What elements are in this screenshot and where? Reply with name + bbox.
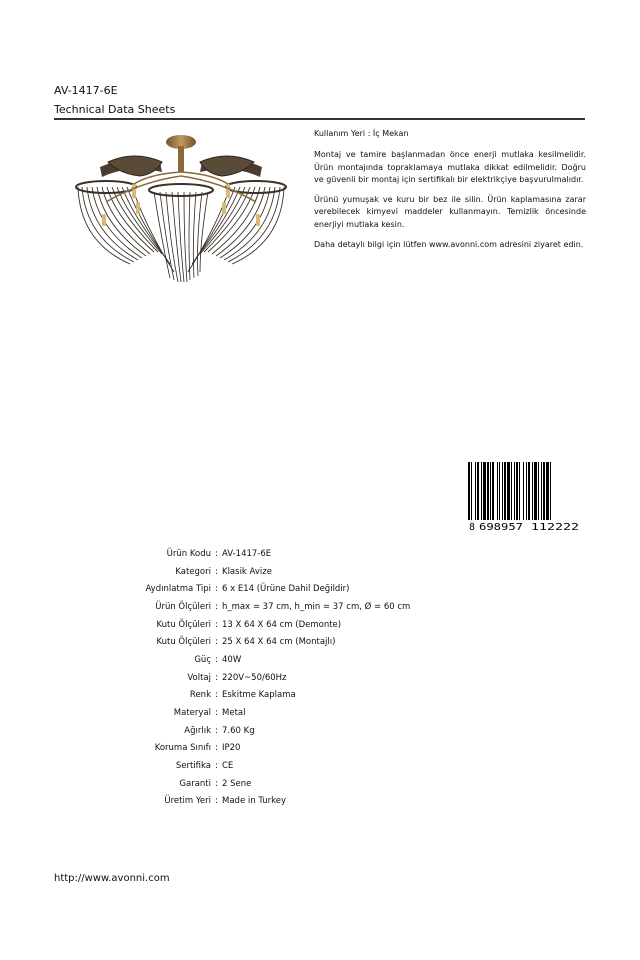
barcode-bar [519, 462, 520, 520]
spec-value: 2 Sene [222, 778, 252, 789]
barcode-bar [534, 462, 537, 520]
spec-label: Kutu Ölçüleri [156, 637, 211, 648]
spec-separator: : [215, 654, 218, 665]
barcode-bars [468, 462, 551, 520]
barcode-bar [502, 462, 503, 520]
barcode-bar [532, 462, 533, 520]
spec-value: 6 x E14 (Ürüne Dahil Değildir) [222, 584, 350, 595]
spec-separator: : [215, 708, 218, 719]
spec-separator: : [215, 566, 218, 577]
spec-value: Metal [222, 708, 246, 719]
spec-separator: : [215, 796, 218, 807]
spec-label: Aydınlatma Tipi [145, 584, 211, 595]
barcode-bar [471, 462, 472, 520]
spec-label: Üretim Yeri [164, 796, 211, 807]
spec-table [100, 545, 410, 810]
barcode-bar [490, 462, 491, 520]
spec-row [100, 616, 410, 634]
barcode-bar [541, 462, 542, 520]
barcode-bar [507, 462, 510, 520]
spec-row [100, 669, 410, 687]
barcode-bar [526, 462, 527, 520]
spec-label: Sertifika [175, 761, 211, 772]
product-code-title: AV-1417-6E [54, 84, 118, 97]
spec-label: Materyal [173, 708, 211, 719]
spec-row [100, 545, 410, 563]
spec-row [100, 580, 410, 598]
barcode-bar [550, 462, 551, 520]
barcode [467, 462, 585, 532]
barcode-bar [499, 462, 500, 520]
spec-row [100, 704, 410, 722]
spec-value: 13 X 64 X 64 cm (Demonte) [222, 619, 342, 630]
barcode-bar [497, 462, 498, 520]
spec-row [100, 633, 410, 651]
spec-separator: : [215, 548, 218, 559]
spec-value: 25 X 64 X 64 cm (Montajlı) [222, 637, 336, 648]
chandelier-illustration [70, 132, 292, 284]
usage-info [314, 128, 586, 259]
spec-row [100, 740, 410, 758]
spec-label: Koruma Sınıfı [154, 743, 211, 754]
spec-row [100, 563, 410, 581]
spec-separator: : [215, 761, 218, 772]
spec-separator: : [215, 637, 218, 648]
barcode-bar [546, 462, 549, 520]
spec-separator: : [215, 601, 218, 612]
spec-row [100, 651, 410, 669]
document-subtitle: Technical Data Sheets [54, 103, 176, 116]
barcode-lead-digit: 8 [469, 522, 476, 532]
spec-row [100, 687, 410, 705]
spec-separator: : [215, 778, 218, 789]
barcode-bar [468, 462, 470, 520]
barcode-bar [514, 462, 515, 520]
spec-row [100, 775, 410, 793]
spec-label: Güç [194, 654, 211, 665]
spec-row [100, 757, 410, 775]
barcode-bar [528, 462, 530, 520]
spec-value: Made in Turkey [222, 796, 286, 807]
spec-value: Klasik Avize [222, 566, 272, 577]
barcode-bar [483, 462, 486, 520]
spec-label: Ürün Ölçüleri [155, 601, 211, 612]
barcode-bar [504, 462, 506, 520]
barcode-bar [477, 462, 479, 520]
spec-value: IP20 [222, 743, 241, 754]
spec-separator: : [215, 672, 218, 683]
barcode-left-digits: 698957 [479, 522, 523, 532]
barcode-bar [523, 462, 524, 520]
spec-label: Ürün Kodu [166, 548, 211, 559]
installation-warning: Montaj ve tamire başlanmadan önce enerji mutlaka kesilmelidir. Ürün montajında topraklamaya mutlaka dikkat edilmelidir. Doğru ve güvenli bir montaj için sertifikalı bir elektrikçiye başvurulmalıdır. [314, 150, 586, 184]
spec-separator: : [215, 619, 218, 630]
barcode-bar [538, 462, 539, 520]
header-divider [54, 118, 585, 120]
spec-separator: : [215, 584, 218, 595]
spec-row [100, 793, 410, 811]
barcode-bar [516, 462, 518, 520]
spec-value: 220V~50/60Hz [222, 672, 287, 683]
spec-value: 40W [222, 654, 242, 665]
footer-url: http://www.avonni.com [54, 873, 170, 884]
barcode-bar [481, 462, 482, 520]
spec-label: Garanti [179, 778, 211, 789]
barcode-right-digits: 112222 [531, 522, 579, 532]
usage-location: Kullanım Yeri : İç Mekan [314, 129, 409, 138]
barcode-bar [487, 462, 489, 520]
spec-row [100, 722, 410, 740]
spec-separator: : [215, 690, 218, 701]
barcode-bar [492, 462, 494, 520]
website-note: Daha detaylı bilgi için lütfen www.avonni.com adresini ziyaret edin. [314, 240, 584, 250]
cleaning-instructions: Ürünü yumuşak ve kuru bir bez ile silin. Ürün kaplamasına zarar verebilecek kimyevi maddeler kullanmayın. Temizlik öncesinde enerjiyi mutlaka kesin. [314, 195, 586, 229]
spec-label: Voltaj [187, 672, 211, 683]
spec-separator: : [215, 725, 218, 736]
spec-separator: : [215, 743, 218, 754]
spec-value: AV-1417-6E [222, 548, 272, 559]
spec-value: 7.60 Kg [222, 725, 255, 736]
spec-value: h_max = 37 cm, h_min = 37 cm, Ø = 60 cm [222, 601, 411, 612]
barcode-bar [511, 462, 512, 520]
spec-row [100, 598, 410, 616]
barcode-bar [543, 462, 545, 520]
spec-label: Renk [189, 690, 211, 701]
spec-label: Kutu Ölçüleri [156, 619, 211, 630]
spec-label: Kategori [175, 566, 211, 577]
barcode-bar [475, 462, 476, 520]
spec-label: Ağırlık [184, 725, 211, 736]
spec-value: CE [222, 761, 234, 772]
spec-value: Eskitme Kaplama [222, 690, 296, 701]
